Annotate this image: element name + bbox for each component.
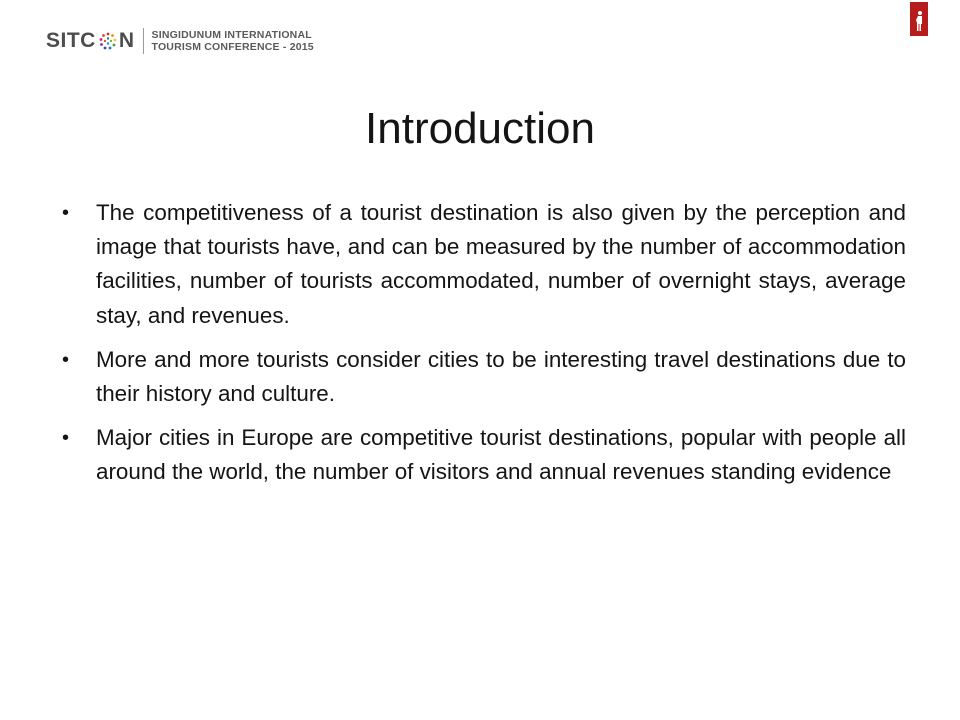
bullet-marker: •: [62, 427, 70, 450]
bullet-item: [60, 343, 906, 411]
bullet-text: More and more tourists consider cities to be interesting travel destinations due to their history and culture.: [96, 346, 906, 407]
logo-text-right: N: [118, 29, 135, 52]
logo-text-left: SITC: [46, 29, 96, 52]
globe-dots-icon: [98, 31, 118, 51]
logo-subtitle-line1: SINGIDUNUM INTERNATIONAL: [151, 29, 312, 41]
logo-wordmark: [46, 29, 135, 53]
logo-subtitle-line2: TOURISM CONFERENCE - 2015: [151, 41, 314, 53]
logo-subtitle: [152, 29, 314, 53]
figure-badge-icon: [910, 2, 928, 36]
bullet-list: [60, 196, 906, 500]
slide-title: Introduction: [365, 104, 595, 153]
bullet-marker: •: [62, 348, 70, 371]
bullet-item: [60, 421, 906, 489]
bullet-marker: •: [62, 202, 70, 224]
conference-logo: [46, 26, 314, 56]
bullet-item: [60, 196, 906, 333]
logo-divider: [143, 28, 144, 54]
bullet-text: Major cities in Europe are competitive tourist destinations, popular with people all around the world, the number of visitors and annual revenues standing evidence: [96, 425, 906, 485]
bullet-text: The competitiveness of a tourist destination is also given by the perception and image that tourists have, and can be measured by the number of accommodation facilities, number of tourists accommodated, number of overnight stays, average stay, and revenues.: [96, 200, 906, 328]
